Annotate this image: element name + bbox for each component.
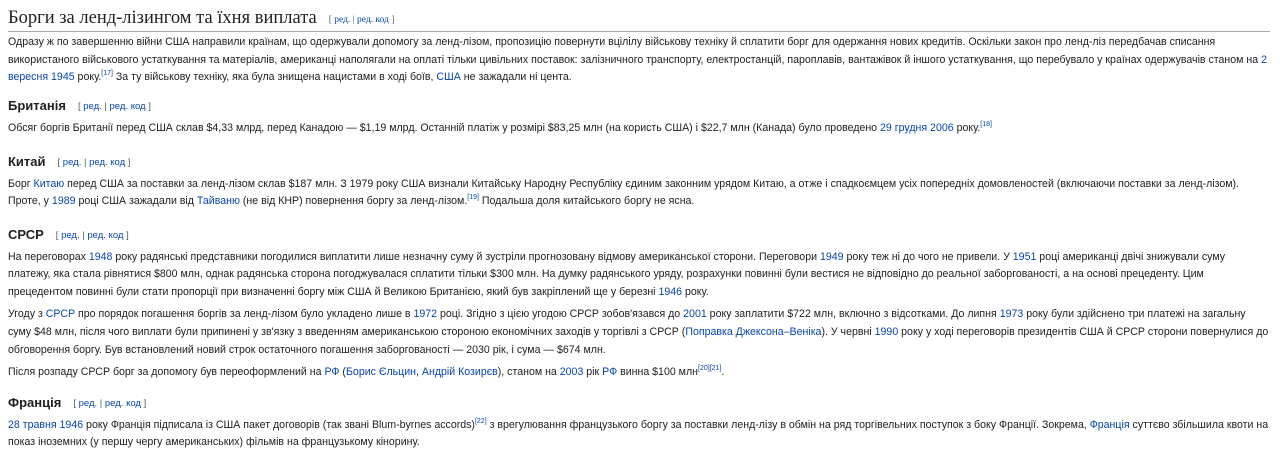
- china-heading: Китай [ ред. | ред. код ]: [8, 154, 131, 169]
- link-year[interactable]: 2001: [683, 308, 707, 321]
- edit-code-link[interactable]: ред. код: [357, 15, 389, 25]
- france-paragraph: 28 травня 1946 року Франція підписала із США пакет договорів (так звані Blum-byrnes accords)[22] з врегулювання французького боргу за поставки ленд-лізу в обмін на ряд торгівельних поступок з боку Франції. Зокрема, Франція суттєво збільшила квоти на показ іноземних (у першу чергу американських) фільмів на французькому кінорину.: [8, 417, 1269, 449]
- ref-21[interactable]: [21]: [709, 365, 722, 373]
- ussr-paragraph-2: Угоду з СРСР про порядок погашення боргів за ленд-лізом було укладено лише в 1972 році. Згідно з цією угодою СРСР зобов'язався до 2001 року заплатити $722 млн, включно з відсотками. До липня 1973 року були здійснено три платежі на загальну суму $48 млн, після чого виплати були припинені у зв'язку з введенням американською стороною економічних заходів у торгівлі з СРСР (Поправка Джексона–Веніка). У червні 1990 року у ході переговорів президентів США й СРСР сторони повернулися до обговорення боргу. Був встановлений новий строк остаточного погашення заборгованості — 2030 рік, і сума — $674 млн.: [8, 308, 1269, 356]
- link-year[interactable]: 2006: [930, 121, 954, 134]
- ussr-heading: СРСР [ ред. | ред. код ]: [8, 227, 129, 242]
- link-year[interactable]: 1951: [1012, 250, 1037, 263]
- britain-paragraph: Обсяг боргів Британії перед США склав $4,33 млрд, перед Канадою — $1,19 млрд. Останній платіж у розмірі $83,25 млн (на користь США) і $22,7 млн (Канада) було проведено 29 грудня 2006 року.[18]: [8, 120, 992, 134]
- link-year[interactable]: 1989: [51, 195, 76, 208]
- link-ussr[interactable]: СРСР: [45, 308, 76, 321]
- ref-19[interactable]: [19]: [467, 194, 479, 202]
- link-jackson-vanik[interactable]: Поправка Джексона–Веніка: [685, 325, 822, 338]
- link-rf[interactable]: РФ: [602, 366, 618, 379]
- ref-18[interactable]: [18]: [980, 120, 992, 128]
- link-taiwan[interactable]: Тайваню: [196, 195, 240, 208]
- edit-link[interactable]: ред.: [62, 157, 82, 168]
- edit-code-link[interactable]: ред. код: [87, 230, 124, 241]
- edit-links: [ ред. | ред. код ]: [328, 15, 395, 25]
- link-year[interactable]: 1948: [88, 250, 113, 263]
- article-section: [8, 0, 1270, 449]
- france-section: [8, 395, 1270, 452]
- edit-link[interactable]: ред.: [334, 15, 351, 25]
- link-yeltsin[interactable]: Борис Єльцин: [345, 366, 417, 379]
- edit-code-link[interactable]: ред. код: [104, 398, 141, 409]
- intro-paragraph: Одразу ж по завершенню війни США направили країнам, що одержували допомогу за ленд-лізом, пропозицію повернути вцілілу військову техніку й сплатити борг для одержання нових кредитів. Оскільки закон про ленд-ліз передбачав списання використаного військового устаткування та матеріалів, американці наполягали на оплаті тільки цивільних поставок: залізничного транспорту, електростанцій, пароплавів, вантажівок й іншого устаткування, що перебувало у країнах одержувачів станом на 2 вересня 1945 року.[17] За ту військову техніку, яка була знищена нацистами в ході боїв, США не зажадали ні цента.: [8, 36, 1267, 84]
- link-year[interactable]: 1973: [999, 308, 1024, 321]
- edit-links: [ ред. | ред. код ]: [55, 230, 129, 241]
- ussr-paragraph-1: На переговорах 1948 року радянські представники погодилися виплатити лише незначну суму й зустріли прогнозовану відмову американської сторони. Переговори 1949 року теж ні до чого не привели. У 1951 році американці двічі знижували суму платежу, яка стала рівнятися $800 млн, однак радянська сторона погоджувалася сплатити тільки $300 млн. На думку радянського уряду, розрахунки повинні були вестися не відповідно до реальної заборгованості, а на основі прецеденту. Цим прецедентом повинні були стати пропорції при визначенні боргу між США й Великою Британією, який був закріплений ще у березні 1946 року.: [8, 250, 1226, 298]
- ussr-paragraph-3: Після розпаду СРСР борг за допомогу був переоформлений на РФ (Борис Єльцин, Андрій Козирєв), станом на 2003 рік РФ винна $100 млн[20][21].: [8, 365, 725, 379]
- link-year[interactable]: 1949: [819, 250, 844, 263]
- link-rf[interactable]: РФ: [324, 366, 340, 379]
- link-china[interactable]: Китаю: [33, 177, 65, 190]
- link-year[interactable]: 1990: [874, 325, 899, 338]
- link-year[interactable]: 1946: [59, 418, 84, 431]
- edit-link[interactable]: ред.: [78, 398, 98, 409]
- edit-link[interactable]: ред.: [61, 230, 80, 241]
- link-year[interactable]: 1972: [413, 308, 438, 321]
- edit-links: [ ред. | ред. код ]: [57, 157, 131, 168]
- link-date[interactable]: 2 вересня: [8, 53, 1267, 84]
- link-year[interactable]: 1946: [658, 285, 683, 298]
- section-title: Борги за ленд-лізингом та їхня виплата: [8, 8, 317, 28]
- ref-17[interactable]: [17]: [101, 70, 113, 78]
- link-usa[interactable]: США: [436, 71, 461, 84]
- link-date[interactable]: 29 грудня: [880, 121, 928, 134]
- edit-code-link[interactable]: ред. код: [89, 157, 126, 168]
- edit-links: [ ред. | ред. код ]: [77, 101, 151, 112]
- britain-section: [8, 98, 992, 137]
- edit-link[interactable]: ред.: [83, 101, 102, 112]
- china-section: [8, 154, 1270, 211]
- ref-20[interactable]: [20]: [698, 365, 710, 373]
- edit-links: [ ред. | ред. код ]: [73, 398, 147, 409]
- edit-code-link[interactable]: ред. код: [109, 101, 146, 112]
- link-france[interactable]: Франція: [1089, 418, 1130, 431]
- link-date[interactable]: 28 травня: [8, 418, 57, 431]
- ussr-section: [8, 227, 1270, 382]
- china-paragraph: Борг Китаю перед США за поставки за ленд-лізом склав $187 млн. З 1979 року США визнали Китайську Народну Республіку єдиним законним урядом Китаю, а отже і спадкоємцем усіх попередніх домовленостей (включаючи поставки за ленд-лізом). Проте, у 1989 році США зажадали від Тайваню (не від КНР) повернення боргу за ленд-лізом.[19] Подальша доля китайського боргу не ясна.: [8, 177, 1240, 208]
- britain-heading: Британія [ ред. | ред. код ]: [8, 98, 151, 113]
- link-kozyrev[interactable]: Андрій Козирєв: [421, 366, 498, 379]
- ref-22[interactable]: [22]: [474, 417, 487, 425]
- section-heading: [8, 0, 1270, 32]
- intro-block: [8, 34, 1270, 87]
- link-year[interactable]: 2003: [559, 366, 584, 379]
- link-year[interactable]: 1945: [51, 71, 75, 84]
- france-heading: Франція [ ред. | ред. код ]: [8, 395, 147, 410]
